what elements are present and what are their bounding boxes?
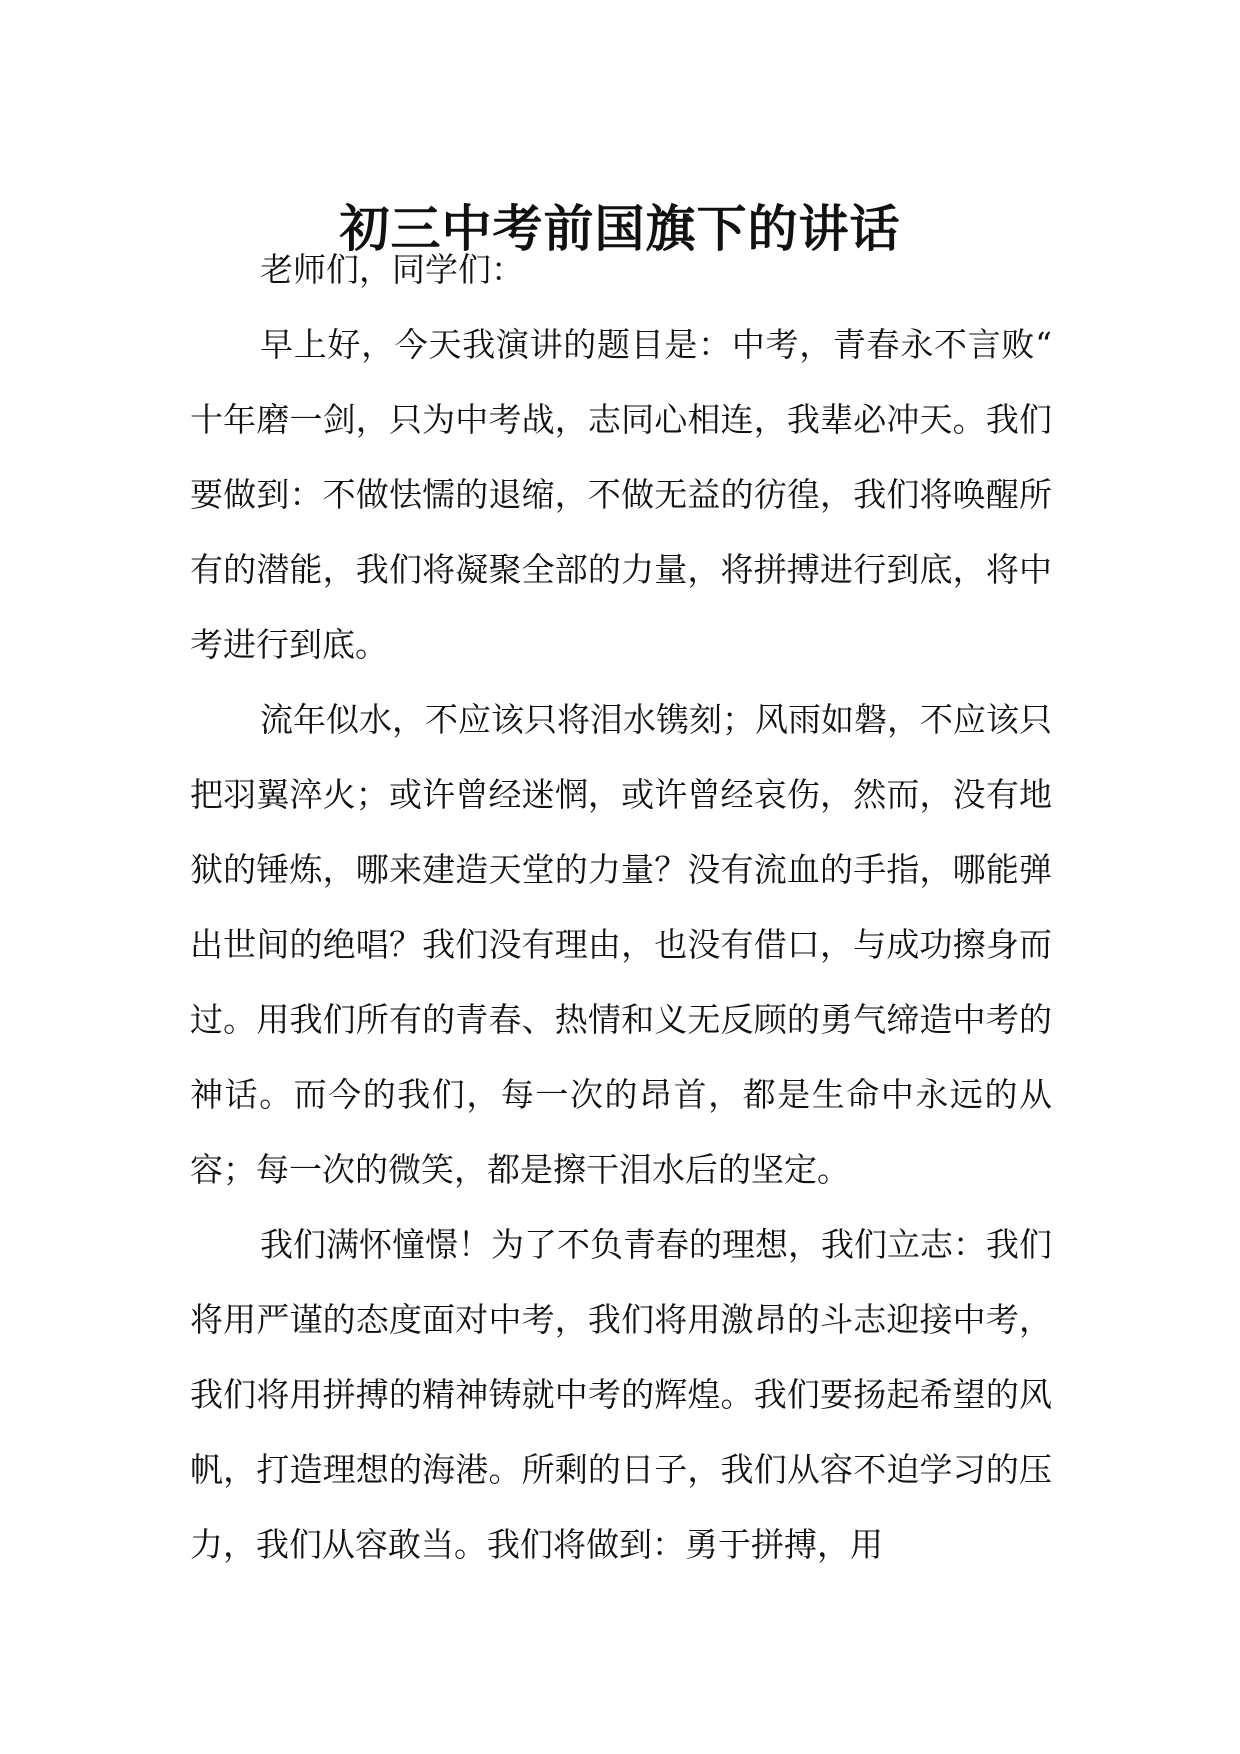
paragraph: 早上好，今天我演讲的题目是：中考，青春永不言败“ 十年磨一剑，只为中考战，志同心相连，我辈必冲天。我们要做到：不做怯懦的退缩，不做无益的彷徨，我们将唤醒所有的潜能，我们将凝聚全部的力量，将拼搏进行到底，将中考进行到底。: [190, 325, 1052, 664]
paragraph: 流年似水，不应该只将泪水镌刻；风雨如磐，不应该只把羽翼淬火；或许曾经迷惘，或许曾经哀伤，然而，没有地狱的锤炼，哪来建造天堂的力量？没有流血的手指，哪能弹出世间的绝唱？我们没有理由，也没有借口，与成功擦身而过。用我们所有的青春、热情和义无反顾的勇气缔造中考的神话。而今的我们，每一次的昂首，都是生命中永远的从容；每一次的微笑，都是擦干泪水后的坚定。: [190, 700, 1052, 1189]
document-body: [190, 232, 1052, 1582]
paragraph: 我们满怀憧憬！为了不负青春的理想，我们立志：我们将用严谨的态度面对中考，我们将用激昂的斗志迎接中考，我们将用拼搏的精神铸就中考的辉煌。我们要扬起希望的风帆，打造理想的海港。所剩的日子，我们从容不迫学习的压力，我们从容敢当。我们将做到：勇于拼搏，用: [190, 1225, 1052, 1564]
salutation: 老师们，同学们：: [260, 250, 524, 289]
document-title: 初三中考前国旗下的讲话: [339, 199, 901, 258]
